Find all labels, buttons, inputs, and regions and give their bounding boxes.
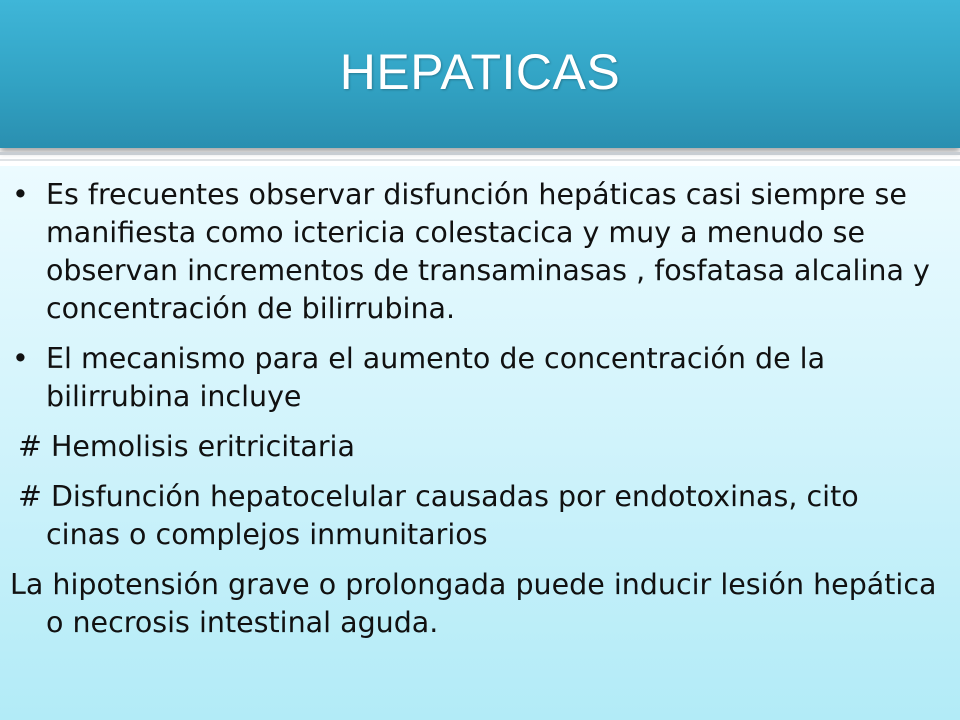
- bullet-item-2: [0, 340, 960, 416]
- slide-body: [0, 166, 960, 720]
- sub-item-disfuncion: # Disfunción hepatocelular causadas por endotoxinas, cito cinas o complejos inmunitarios: [18, 480, 859, 551]
- sub-item-hemolisis: # Hemolisis eritricitaria: [18, 430, 355, 463]
- title-divider: [0, 152, 960, 155]
- bullet-text: Es frecuentes observar disfunción hepáticas casi siempre se manifiesta como ictericia colestacica y muy a menudo se observan incrementos de transaminasas , fosfatasa alcalina y concentración de bilirrubina.: [46, 178, 930, 325]
- slide-title: HEPATICAS: [339, 44, 621, 100]
- title-divider-secondary: [0, 159, 960, 161]
- bullet-item-1: [0, 176, 960, 328]
- bullet-marker: •: [12, 178, 29, 211]
- bullet-marker: •: [12, 342, 29, 375]
- title-bar: [0, 0, 960, 148]
- closing-paragraph: La hipotensión grave o prolongada puede inducir lesión hepática o necrosis intestinal aguda.: [10, 568, 937, 639]
- bullet-text: El mecanismo para el aumento de concentración de la bilirrubina incluye: [46, 342, 826, 413]
